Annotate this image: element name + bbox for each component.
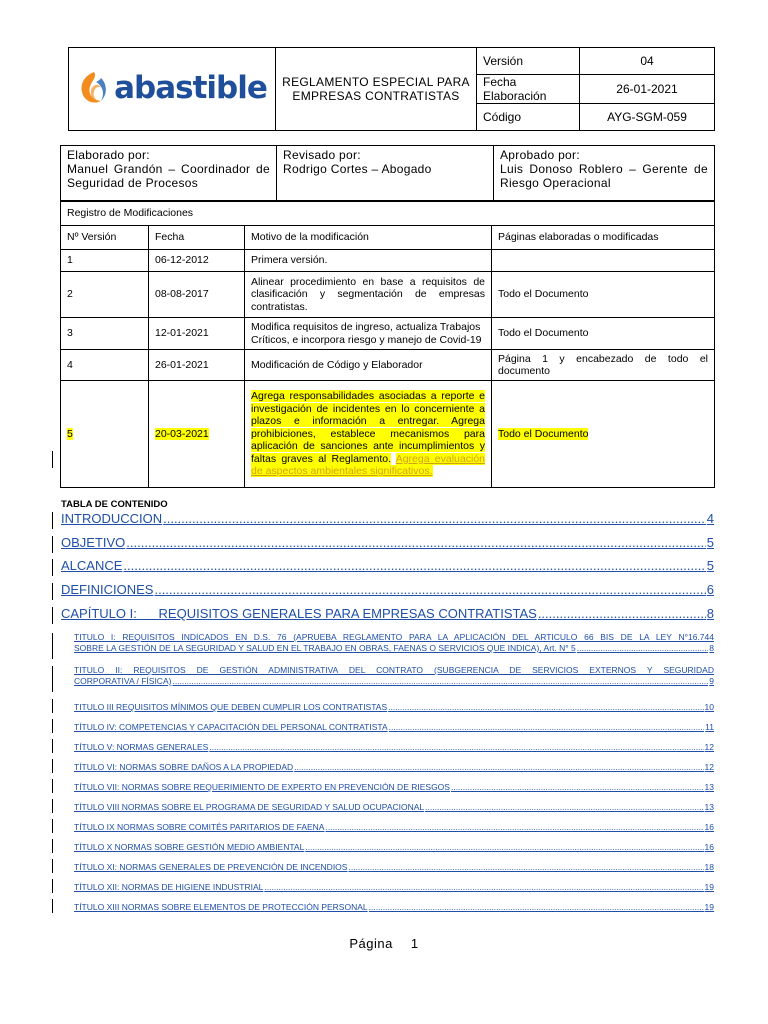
table-header-row <box>61 226 715 250</box>
change-bar <box>52 699 53 713</box>
reason-highlight: Agrega responsabilidades asociadas a reporte e investigación de incidentes en lo concerniente a plazos e información a entregar. Agrega prohibiciones, establece mecanismos para aplicación de sanciones ante incumplimientos y faltas graves al Reglamento. <box>251 390 485 465</box>
cell-date <box>149 381 245 488</box>
approved-by-cell <box>494 146 715 201</box>
footer-label: Página <box>349 936 393 951</box>
column-header: Fecha <box>149 226 245 250</box>
logo-cell <box>69 48 276 131</box>
document-title: REGLAMENTO ESPECIAL PARA EMPRESAS CONTRATISTAS <box>276 48 477 131</box>
toc-link-subsection[interactable]: TÍTULO IV: COMPETENCIAS Y CAPACITACIÓN DEL PERSONAL CONTRATISTA ..... 11 <box>74 718 714 732</box>
toc-link-titulo-i[interactable]: TITULO I: REQUISITOS INDICADOS EN D.S. 76 (APRUEBA REGLAMENTO PARA LA APLICACIÓN DEL ARTICULO 66 BIS DE LA LEY N°16.744 SOBRE LA GESTIÓN DE LA SEGURIDAD Y SALUD EN EL TRABAJO EN OBRAS, FAENAS O SERVICIOS QUE INDICA), Art. N° 5 ..... 8 <box>74 632 714 654</box>
table-row <box>61 381 715 488</box>
toc-link-objetivo[interactable]: OBJETIVO ..... 5 <box>61 535 714 550</box>
prepared-by-value: Manuel Grandón – Coordinador de Seguridad de Procesos <box>67 162 270 190</box>
change-bar <box>52 536 53 553</box>
change-bar <box>52 739 53 753</box>
change-bar <box>52 799 53 813</box>
cell-date: 12-01-2021 <box>149 318 245 350</box>
cell-version: 1 <box>61 250 149 272</box>
toc-link-subsection[interactable]: TÍTULO V: NORMAS GENERALES ..... 12 <box>74 738 714 752</box>
change-bar <box>52 819 53 833</box>
company-logo <box>77 70 267 106</box>
toc-link-definiciones[interactable]: DEFINICIONES ..... 6 <box>61 582 714 597</box>
column-header: Páginas elaboradas o modificadas <box>492 226 715 250</box>
toc-link-subsection[interactable]: TÍTULO VII: NORMAS SOBRE REQUERIMIENTO DE EXPERTO EN PREVENCIÓN DE RIESGOS ..... 13 <box>74 778 714 792</box>
cell-pages: Todo el Documento <box>492 318 715 350</box>
cell-pages <box>492 250 715 272</box>
change-bar <box>52 633 53 659</box>
toc-link-subsection[interactable]: TÍTULO XI: NORMAS GENERALES DE PREVENCIÓN DE INCENDIOS ..... 18 <box>74 858 714 872</box>
change-bar <box>52 607 53 624</box>
reviewed-by-value: Rodrigo Cortes – Abogado <box>283 162 432 176</box>
toc-link-titulo-ii[interactable]: TITULO II: REQUISITOS DE GESTIÓN ADMINISTRATIVA DEL CONTRATO (SUBGERENCIA DE SERVICIOS EXTERNOS Y SEGURIDAD CORPORATIVA / FÍSICA) ..... 9 <box>74 665 714 687</box>
prepared-by-label: Elaborado por: <box>67 148 150 162</box>
cell-reason: Modifica requisitos de ingreso, actualiza Trabajos Críticos, e incorpora riesgo y manejo de Covid-19 <box>245 318 492 350</box>
toc-link-subsection[interactable]: TITULO III REQUISITOS MÍNIMOS QUE DEBEN CUMPLIR LOS CONTRATISTAS ..... 10 <box>74 698 714 712</box>
flame-icon <box>77 70 111 106</box>
modifications-title: Registro de Modificaciones <box>61 202 715 226</box>
prepared-by-cell <box>61 146 277 201</box>
toc-link-alcance[interactable]: ALCANCE ..... 5 <box>61 558 714 573</box>
change-bar <box>52 666 53 692</box>
cell-date: 08-08-2017 <box>149 272 245 318</box>
cell-version: 3 <box>61 318 149 350</box>
toc-link-introduccion[interactable]: INTRODUCCION ..... 4 <box>61 511 714 526</box>
change-bar <box>52 859 53 873</box>
date-label: Fecha Elaboración <box>477 75 580 104</box>
table-row <box>61 272 715 318</box>
code-value: AYG-SGM-059 <box>580 104 715 131</box>
cell-reason: Modificación de Código y Elaborador <box>245 350 492 381</box>
toc-link-subsection[interactable]: TÍTULO IX NORMAS SOBRE COMITÉS PARITARIOS DE FAENA ..... 16 <box>74 818 714 832</box>
approved-by-value: Luis Donoso Roblero – Gerente de Riesgo Operacional <box>500 162 708 190</box>
version-label: Versión <box>477 48 580 75</box>
page-number: 1 <box>410 936 419 951</box>
approvals-table <box>60 145 715 201</box>
change-bar <box>52 559 53 576</box>
table-row <box>61 318 715 350</box>
approved-by-label: Aprobado por: <box>500 148 580 162</box>
version-value: 04 <box>580 48 715 75</box>
cell-pages: Página 1 y encabezado de todo el documento <box>492 350 715 381</box>
toc-link-subsection[interactable]: TÍTULO VIII NORMAS SOBRE EL PROGRAMA DE SEGURIDAD Y SALUD OCUPACIONAL ..... 13 <box>74 798 714 812</box>
cell-pages <box>492 381 715 488</box>
change-bar <box>52 583 53 600</box>
cell-date: 06-12-2012 <box>149 250 245 272</box>
change-bar <box>52 779 53 793</box>
version-highlight: 5 <box>67 427 73 440</box>
column-header: Nº Versión <box>61 226 149 250</box>
cell-date: 26-01-2021 <box>149 350 245 381</box>
modifications-table <box>60 201 715 488</box>
reviewed-by-cell <box>277 146 494 201</box>
toc-link-subsection[interactable]: TÍTULO XIII NORMAS SOBRE ELEMENTOS DE PROTECCIÓN PERSONAL ..... 19 <box>74 898 714 912</box>
change-bar <box>52 512 53 529</box>
toc-link-subsection[interactable]: TÍTULO VI: NORMAS SOBRE DAÑOS A LA PROPIEDAD ..... 12 <box>74 758 714 772</box>
change-bar <box>52 839 53 853</box>
change-bar <box>52 879 53 893</box>
cell-version <box>61 381 149 488</box>
cell-reason: Primera versión. <box>245 250 492 272</box>
change-bar <box>52 899 53 913</box>
logo-text: abastible <box>114 69 267 106</box>
page-footer <box>0 936 768 951</box>
table-row <box>61 250 715 272</box>
reviewed-by-label: Revisado por: <box>283 148 361 162</box>
toc-heading: TABLA DE CONTENIDO <box>61 499 168 510</box>
pages-highlight: Todo el Documento <box>498 427 589 440</box>
toc-link-subsection[interactable]: TÍTULO XII: NORMAS DE HIGIENE INDUSTRIAL ..... 19 <box>74 878 714 892</box>
date-value: 26-01-2021 <box>580 75 715 104</box>
change-bar <box>52 451 53 468</box>
cell-reason <box>245 381 492 488</box>
column-header: Motivo de la modificación <box>245 226 492 250</box>
toc-link-subsection[interactable]: TÍTULO X NORMAS SOBRE GESTIÓN MEDIO AMBIENTAL ..... 16 <box>74 838 714 852</box>
toc-link-capitulo-i[interactable]: CAPÍTULO I: REQUISITOS GENERALES PARA EMPRESAS CONTRATISTAS ..... 8 <box>61 606 714 621</box>
cell-version: 2 <box>61 272 149 318</box>
change-bar <box>52 759 53 773</box>
cell-reason: Alinear procedimiento en base a requisitos de clasificación y segmentación de empresas contratistas. <box>245 272 492 318</box>
cell-pages: Todo el Documento <box>492 272 715 318</box>
cell-version: 4 <box>61 350 149 381</box>
document-header <box>68 47 715 131</box>
tracked-change-link[interactable]: Agrega evaluación de aspectos ambientales significativos. <box>251 452 486 478</box>
change-bar <box>52 719 53 733</box>
date-highlight: 20-03-2021 <box>155 427 209 440</box>
table-row <box>61 350 715 381</box>
code-label: Código <box>477 104 580 131</box>
